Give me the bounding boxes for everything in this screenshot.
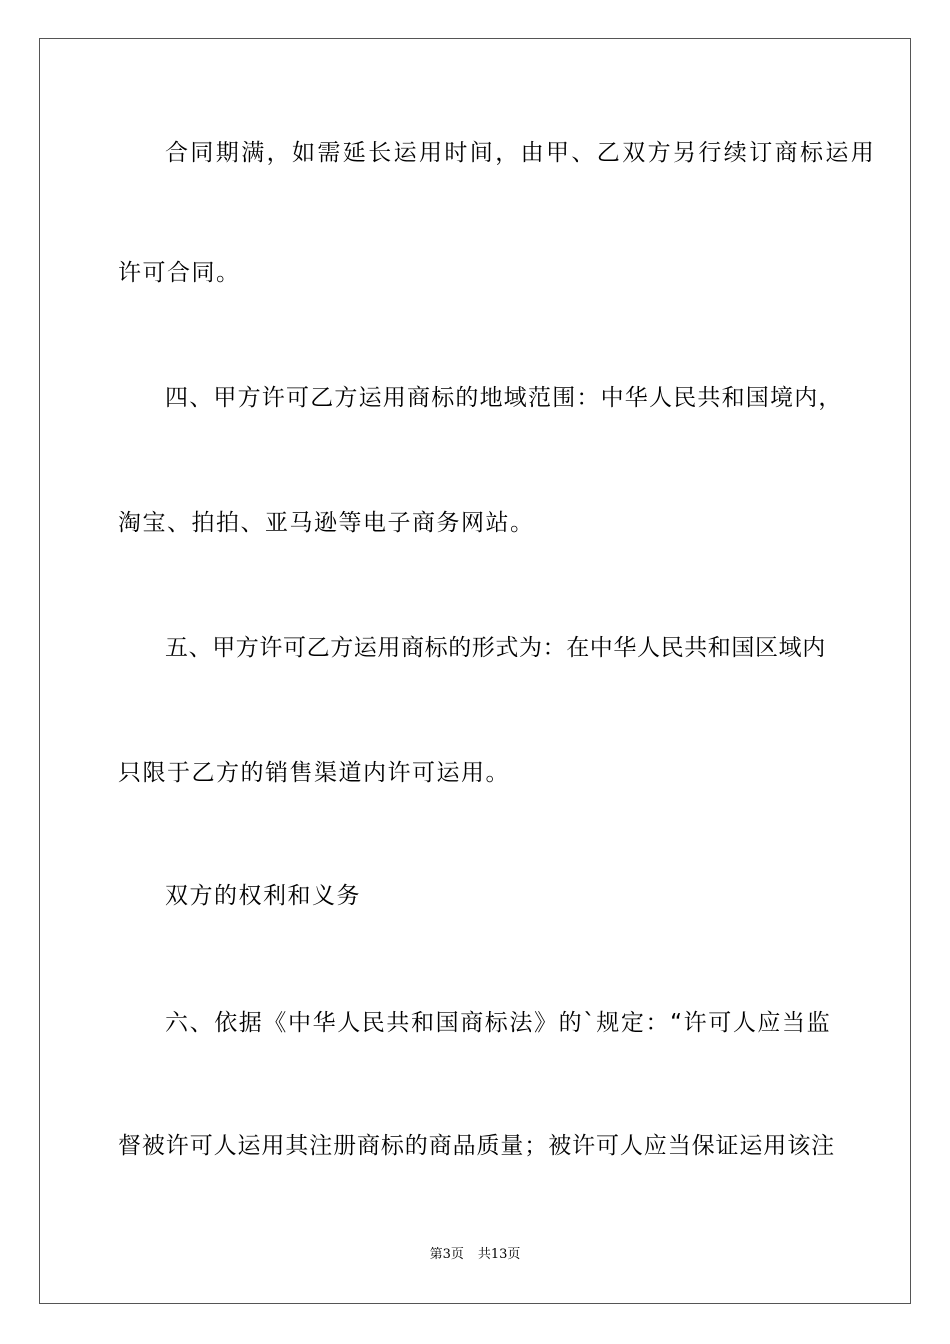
paragraph-line-6: 只限于乙方的销售渠道内许可运用。 [118,760,510,786]
paragraph-line-4: 淘宝、拍拍、亚马逊等电子商务网站。 [118,510,535,536]
paragraph-line-8: 六、依据《中华人民共和国商标法》的`规定：“许可人应当监 [165,1010,832,1036]
page-total: 共13页 [477,1247,521,1262]
section-heading: 双方的权利和义务 [165,883,361,909]
page-frame [39,38,911,1304]
paragraph-line-2: 许可合同。 [118,260,241,286]
paragraph-line-9: 督被许可人运用其注册商标的商品质量；被许可人应当保证运用该注 [118,1133,835,1159]
page-number: 第3页 [429,1247,464,1262]
paragraph-line-3: 四、甲方许可乙方运用商标的地域范围：中华人民共和国境内， [165,385,843,411]
paragraph-line-1: 合同期满，如需延长运用时间，由甲、乙双方另行续订商标运用 [165,140,877,166]
paragraph-line-5: 五、甲方许可乙方运用商标的形式为：在中华人民共和国区域内 [165,635,826,661]
page-footer [0,1247,950,1263]
